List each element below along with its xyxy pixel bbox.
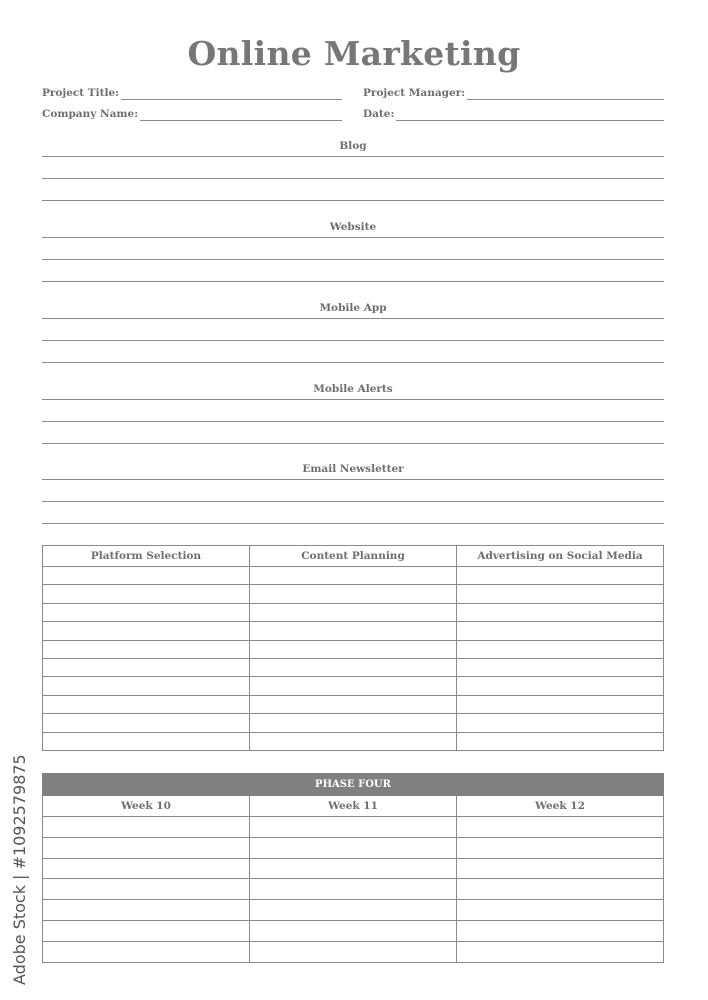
table-row: [43, 817, 664, 838]
table-row: [43, 858, 664, 879]
table-cell[interactable]: [43, 879, 250, 900]
week-10-header: Week 10: [43, 796, 250, 817]
table-cell[interactable]: [457, 603, 664, 621]
table-cell[interactable]: [457, 695, 664, 713]
platform-selection-header: Platform Selection: [43, 546, 250, 567]
blog-line-2[interactable]: [42, 178, 664, 179]
week-11-header: Week 11: [250, 796, 457, 817]
table-cell[interactable]: [250, 622, 457, 640]
page-title: Online Marketing: [187, 34, 521, 73]
mobile-app-line-1[interactable]: [42, 318, 664, 319]
table-cell[interactable]: [250, 837, 457, 858]
planning-table: [42, 545, 664, 751]
date-line[interactable]: [396, 104, 664, 121]
blog-line-3[interactable]: [42, 200, 664, 201]
project-title-line[interactable]: [121, 83, 342, 100]
advertising-header: Advertising on Social Media: [457, 546, 664, 567]
planning-header-row: [43, 546, 664, 567]
project-title-label: Project Title:: [42, 87, 120, 99]
table-cell[interactable]: [250, 920, 457, 941]
table-row: [43, 585, 664, 603]
table-cell[interactable]: [457, 677, 664, 695]
table-cell[interactable]: [43, 858, 250, 879]
table-cell[interactable]: [43, 817, 250, 838]
table-cell[interactable]: [457, 585, 664, 603]
table-cell[interactable]: [250, 879, 457, 900]
phase-header-row: [43, 774, 664, 796]
table-cell[interactable]: [457, 900, 664, 921]
table-row: [43, 658, 664, 676]
table-cell[interactable]: [250, 603, 457, 621]
table-cell[interactable]: [457, 640, 664, 658]
table-cell[interactable]: [250, 900, 457, 921]
table-cell[interactable]: [457, 920, 664, 941]
phase-table-body: [43, 817, 664, 963]
company-name-field[interactable]: [42, 105, 342, 121]
company-name-label: Company Name:: [42, 108, 139, 120]
email-newsletter-line-1[interactable]: [42, 479, 664, 480]
table-cell[interactable]: [43, 603, 250, 621]
project-manager-label: Project Manager:: [363, 87, 466, 99]
table-cell[interactable]: [457, 622, 664, 640]
table-cell[interactable]: [250, 695, 457, 713]
table-row: [43, 695, 664, 713]
date-label: Date:: [363, 108, 395, 120]
mobile-app-line-2[interactable]: [42, 340, 664, 341]
table-cell[interactable]: [250, 858, 457, 879]
project-manager-line[interactable]: [467, 83, 664, 100]
table-cell[interactable]: [457, 879, 664, 900]
company-name-line[interactable]: [140, 104, 342, 121]
table-cell[interactable]: [457, 714, 664, 732]
table-row: [43, 640, 664, 658]
section-mobile-alerts-label: Mobile Alerts: [313, 383, 393, 395]
table-cell[interactable]: [457, 732, 664, 750]
table-cell[interactable]: [457, 658, 664, 676]
table-row: [43, 837, 664, 858]
week-12-header: Week 12: [457, 796, 664, 817]
planning-table-body: [43, 567, 664, 751]
mobile-alerts-line-1[interactable]: [42, 399, 664, 400]
table-cell[interactable]: [43, 695, 250, 713]
mobile-alerts-line-2[interactable]: [42, 421, 664, 422]
table-cell[interactable]: [250, 658, 457, 676]
project-manager-field[interactable]: [363, 84, 664, 100]
table-cell[interactable]: [43, 732, 250, 750]
table-cell[interactable]: [43, 941, 250, 962]
phase-title: PHASE FOUR: [43, 774, 664, 796]
table-row: [43, 879, 664, 900]
table-cell[interactable]: [457, 817, 664, 838]
table-row: [43, 900, 664, 921]
mobile-alerts-line-3[interactable]: [42, 443, 664, 444]
table-cell[interactable]: [457, 858, 664, 879]
table-row: [43, 714, 664, 732]
section-email-newsletter-label: Email Newsletter: [302, 463, 404, 475]
table-row: [43, 622, 664, 640]
table-cell[interactable]: [43, 567, 250, 585]
section-website-label: Website: [329, 221, 377, 233]
website-line-2[interactable]: [42, 259, 664, 260]
table-row: [43, 732, 664, 750]
table-cell[interactable]: [457, 941, 664, 962]
table-cell[interactable]: [250, 640, 457, 658]
table-cell[interactable]: [43, 658, 250, 676]
table-row: [43, 677, 664, 695]
table-cell[interactable]: [43, 677, 250, 695]
table-cell[interactable]: [43, 837, 250, 858]
section-mobile-app-label: Mobile App: [319, 302, 387, 314]
project-title-field[interactable]: [42, 84, 342, 100]
section-blog-label: Blog: [339, 140, 367, 152]
table-cell[interactable]: [43, 900, 250, 921]
table-cell[interactable]: [250, 677, 457, 695]
table-row: [43, 941, 664, 962]
phase-table: [42, 773, 664, 963]
stock-watermark: Adobe Stock | #1092579875: [10, 754, 29, 985]
website-line-1[interactable]: [42, 237, 664, 238]
website-line-3[interactable]: [42, 281, 664, 282]
table-cell[interactable]: [250, 732, 457, 750]
table-cell[interactable]: [43, 920, 250, 941]
blog-line-1[interactable]: [42, 156, 664, 157]
email-newsletter-line-3[interactable]: [42, 523, 664, 524]
email-newsletter-line-2[interactable]: [42, 501, 664, 502]
table-cell[interactable]: [250, 817, 457, 838]
table-cell[interactable]: [43, 640, 250, 658]
table-cell[interactable]: [250, 585, 457, 603]
table-cell[interactable]: [250, 567, 457, 585]
table-cell[interactable]: [43, 585, 250, 603]
table-cell[interactable]: [43, 622, 250, 640]
mobile-app-line-3[interactable]: [42, 362, 664, 363]
content-planning-header: Content Planning: [250, 546, 457, 567]
table-cell[interactable]: [43, 714, 250, 732]
table-cell[interactable]: [250, 714, 457, 732]
week-header-row: [43, 796, 664, 817]
table-cell[interactable]: [250, 941, 457, 962]
table-cell[interactable]: [457, 567, 664, 585]
table-cell[interactable]: [457, 837, 664, 858]
table-row: [43, 920, 664, 941]
table-row: [43, 567, 664, 585]
table-row: [43, 603, 664, 621]
date-field[interactable]: [363, 105, 664, 121]
